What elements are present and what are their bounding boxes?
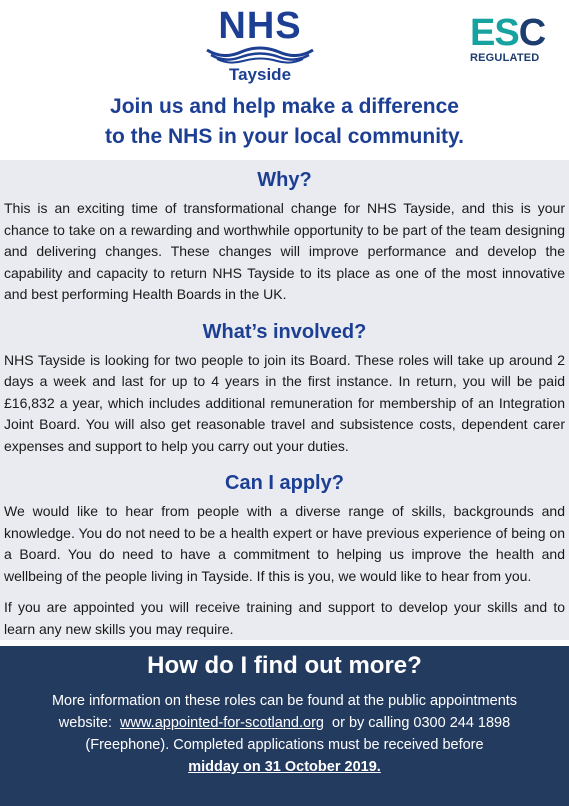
- esc-logo-word: ESC: [470, 12, 546, 54]
- content-box: [0, 160, 569, 640]
- nhs-wave-icon: [203, 44, 317, 66]
- headline-line-1: Join us and help make a difference: [110, 95, 459, 118]
- header: [0, 0, 569, 92]
- footer-line-3: (Freephone). Completed applications must be received before: [85, 737, 484, 753]
- footer-body: [0, 690, 569, 778]
- section-body-involved: NHS Tayside is looking for two people to join its Board. These roles will take up around 2 days a week and last for up to 4 years in the first instance. In return, you will be paid £16,832 a year, which includes additional remuneration for membership of an Integration Joint Board. You will also get reasonable travel and subsistence costs, dependent carer expenses and support to help you carry out your duties.: [4, 351, 565, 454]
- section-body-apply: We would like to hear from people with a diverse range of skills, backgrounds and knowledge. You do not need to be a health expert or have previous experience of being on a Board. You do need to have a commitment to helping us improve the health and wellbeing of the people living in Tayside. If this is you, we would like to hear from you.: [4, 503, 565, 584]
- footer-line-2: website: www.appointed-for-scotland.org or by calling 0300 244 1898: [58, 715, 511, 731]
- esc-logo-subtitle: REGULATED: [470, 52, 540, 64]
- nhs-logo-subtitle: Tayside: [228, 65, 292, 84]
- headline-line-2: to the NHS in your local community.: [105, 125, 464, 148]
- footer-line-1: More information on these roles can be found at the public appointments: [51, 693, 518, 709]
- footer-panel: [0, 646, 569, 806]
- headline: [0, 92, 569, 152]
- section-title-involved: What’s involved?: [202, 320, 367, 343]
- section-title-apply: Can I apply?: [225, 472, 344, 494]
- section-title-why: Why?: [257, 169, 312, 191]
- section-body-training: If you are appointed you will receive training and support to develop your skills and to learn any new skills you may require.: [4, 599, 565, 637]
- section-body-why: This is an exciting time of transformational change for NHS Tayside, and this is your chance to take on a rewarding and worthwhile opportunity to be part of the team designing and delivering changes. These changes will improve performance and develop the capability and capacity to return NHS Tayside to its place as one of the most innovative and best performing Health Boards in the UK.: [4, 200, 565, 302]
- nhs-logo-word: NHS: [218, 5, 302, 47]
- esc-regulated-logo: [470, 14, 550, 70]
- footer-title: How do I find out more?: [147, 652, 422, 679]
- footer-deadline: midday on 31 October 2019.: [188, 759, 381, 775]
- nhs-tayside-logo: [203, 6, 317, 86]
- appointments-website-link[interactable]: www.appointed-for-scotland.org: [120, 715, 324, 731]
